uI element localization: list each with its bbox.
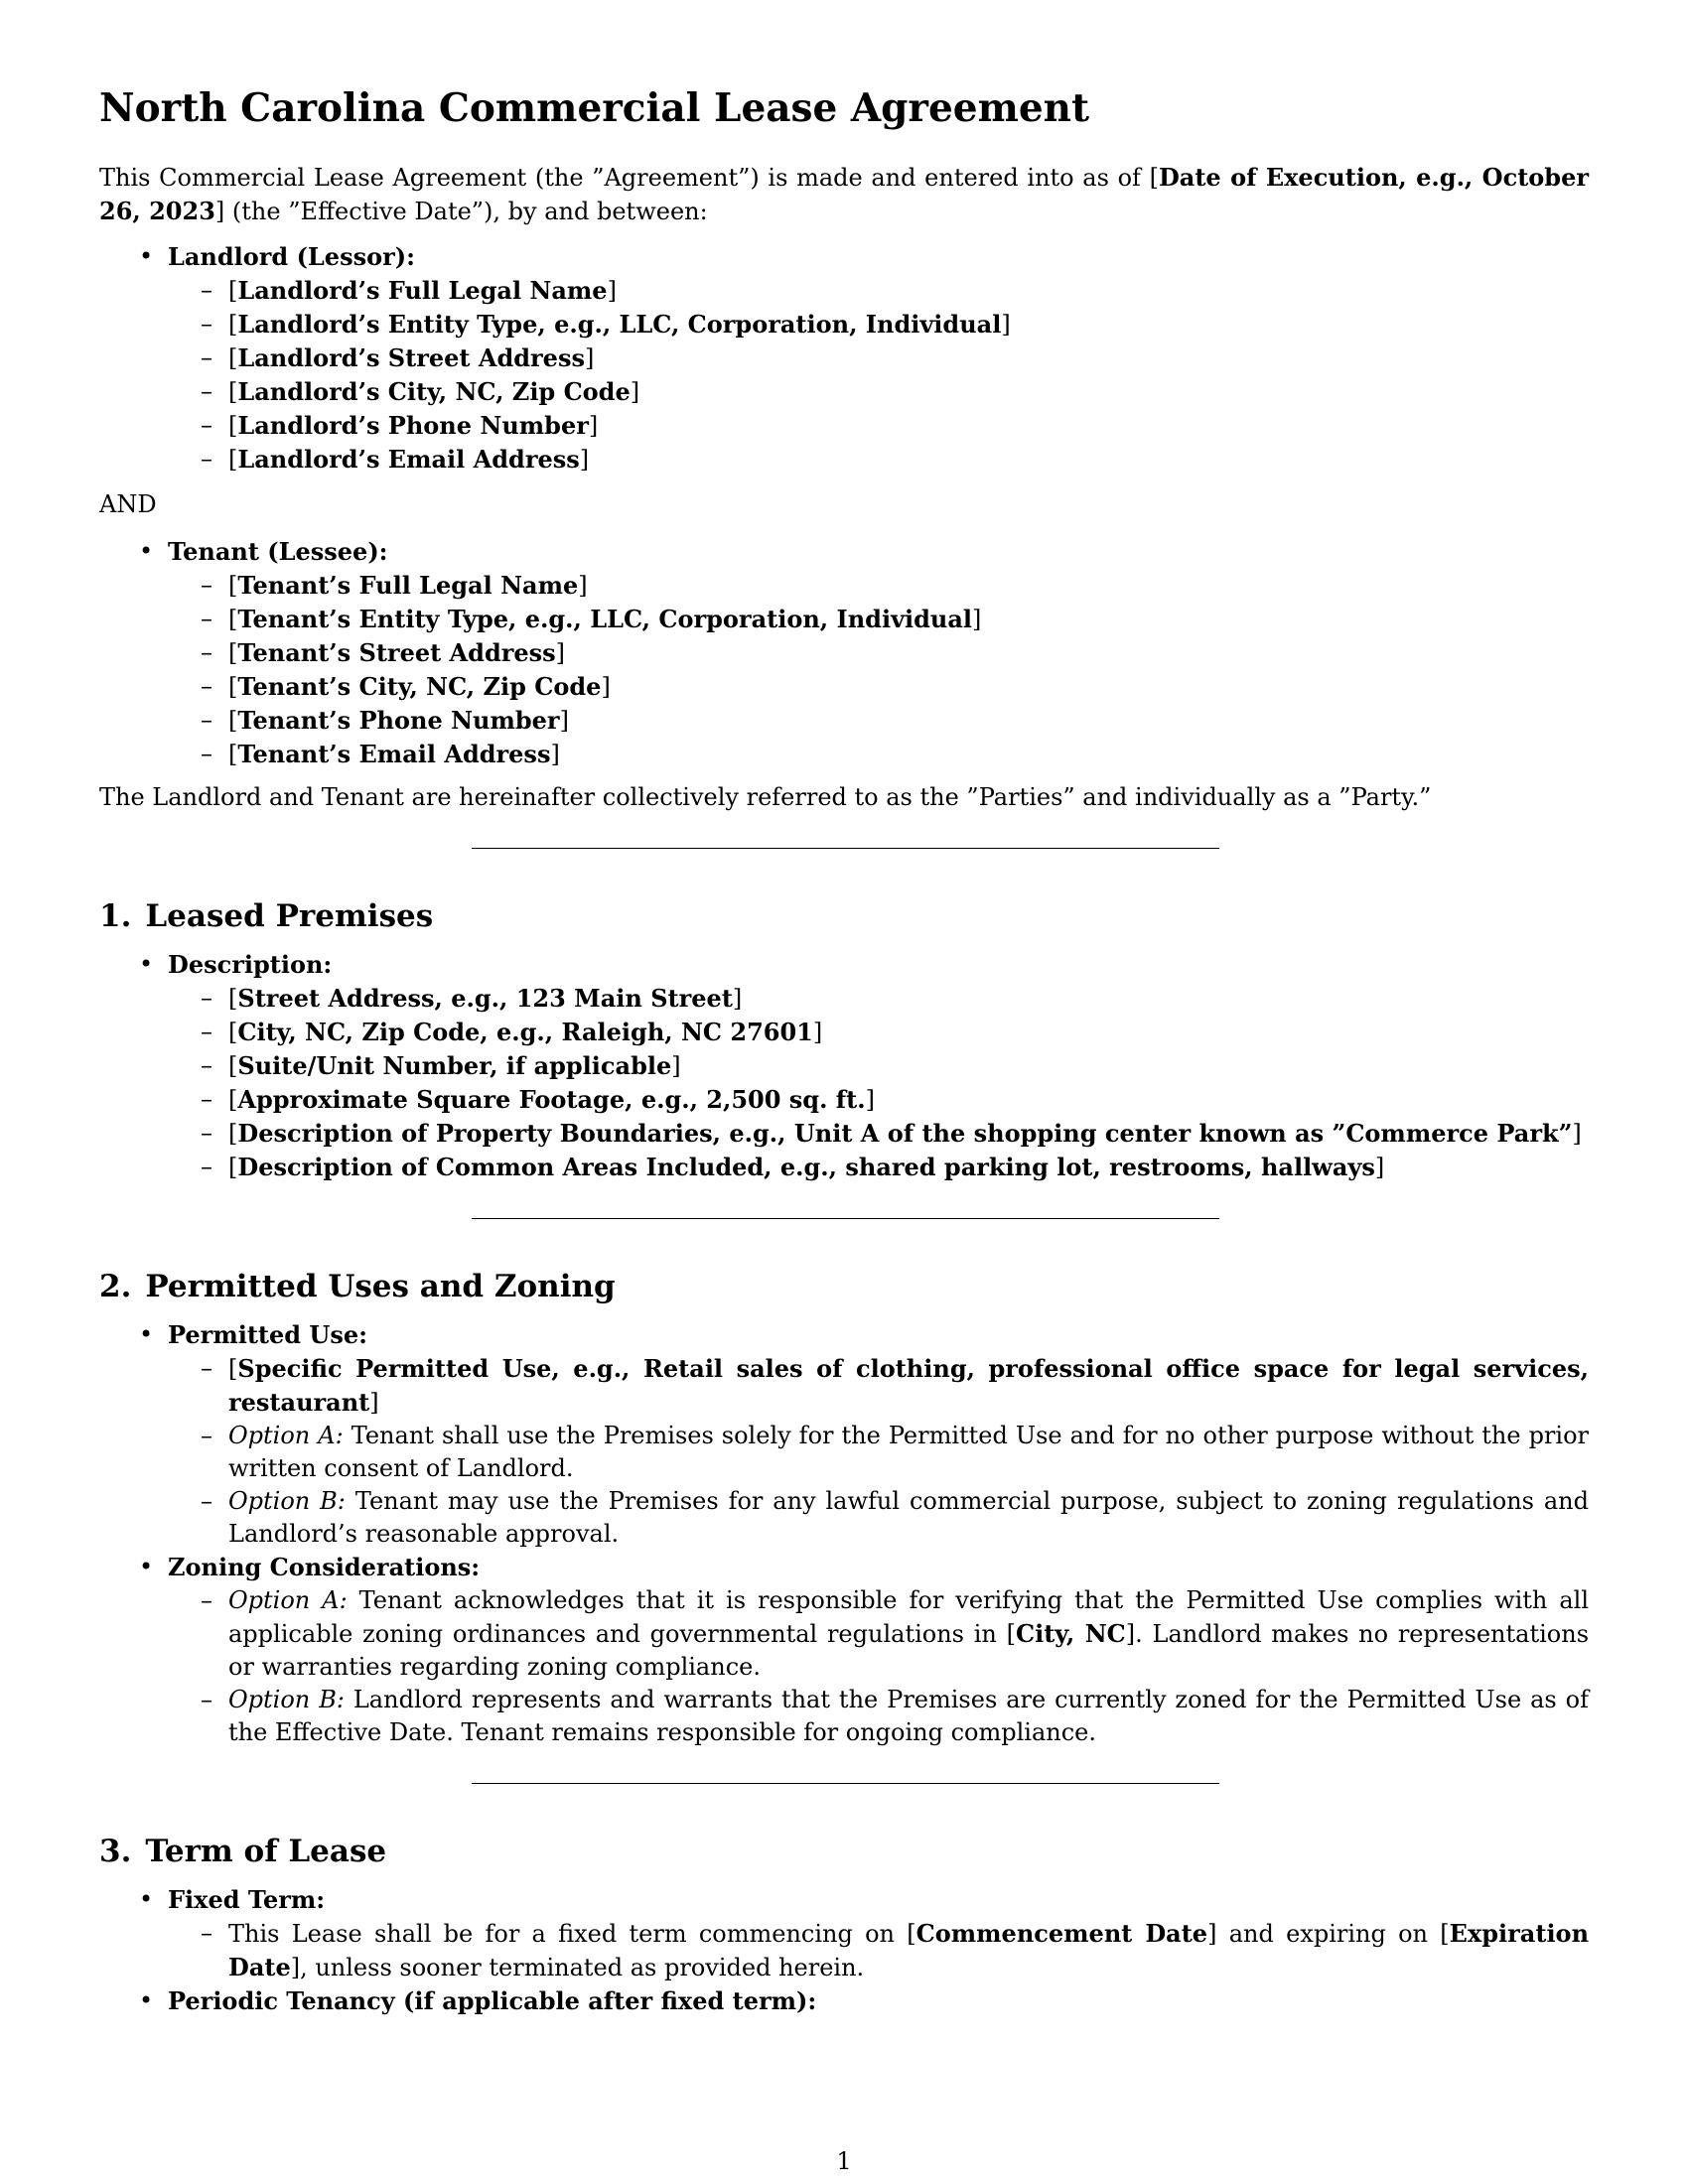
common-areas-placeholder: Description of Common Areas Included, e.g., shared parking lot, restrooms, hallways	[237, 1153, 1375, 1181]
landlord-fields	[168, 274, 1589, 477]
permitted-use-options	[168, 1352, 1589, 1551]
page-number: 1	[836, 2147, 852, 2175]
term-text: ], unless sooner terminated as provided herein.	[290, 1954, 865, 1981]
fixed-term-item	[99, 1883, 1589, 1984]
suite-placeholder: Suite/Unit Number, if applicable	[237, 1051, 672, 1080]
option-text: Tenant acknowledges that it is responsible for verifying that the Permitted Use complies with all applicable zoning ordinances and governmental regulations in [	[228, 1586, 1589, 1648]
landlord-email-placeholder: Landlord’s Email Address	[237, 445, 580, 474]
permitted-option-a	[168, 1420, 1589, 1485]
intro-text-1: This Commercial Lease Agreement (the ”Agreement”) is made and entered into as of [	[99, 164, 1159, 192]
section-number: 1.	[99, 898, 132, 934]
premises-field: – [Approximate Square Footage, e.g., 2,500 sq. ft.]	[168, 1083, 1589, 1117]
tenant-phone-placeholder: Tenant’s Phone Number	[237, 706, 560, 735]
landlord-label: Landlord (Lessor):	[168, 242, 415, 271]
tenant-street-placeholder: Tenant’s Street Address	[237, 638, 556, 667]
landlord-field: – [Landlord’s Phone Number]	[168, 409, 1589, 443]
tenant-field: – [Tenant’s Full Legal Name]	[168, 569, 1589, 603]
description-item	[99, 948, 1589, 1184]
street-placeholder: Street Address, e.g., 123 Main Street	[237, 984, 733, 1013]
section-title: Permitted Uses and Zoning	[145, 1269, 616, 1304]
option-text: Tenant shall use the Premises solely for the Permitted Use and for no other purpose without the prior written consent of Landlord.	[228, 1422, 1590, 1482]
footage-placeholder: Approximate Square Footage, e.g., 2,500 sq. ft.	[237, 1085, 866, 1114]
tenant-field: – [Tenant’s Email Address]	[168, 738, 1589, 771]
section-number: 2.	[99, 1269, 132, 1304]
tenant-label: Tenant (Lessee):	[168, 537, 388, 566]
premises-field: – [Suite/Unit Number, if applicable]	[168, 1049, 1589, 1083]
periodic-tenancy-label: Periodic Tenancy (if applicable after fixed term):	[168, 1986, 817, 2015]
landlord-field: – [Landlord’s Email Address]	[168, 443, 1589, 477]
fixed-term-text	[168, 1917, 1589, 1984]
periodic-tenancy-item	[99, 1984, 1589, 2018]
premises-fields	[168, 982, 1589, 1184]
tenant-field: – [Tenant’s Street Address]	[168, 636, 1589, 670]
section-divider	[472, 848, 1219, 849]
landlord-name-placeholder: Landlord’s Full Legal Name	[237, 276, 608, 305]
zoning-options	[168, 1584, 1589, 1749]
commencement-placeholder: Commencement Date	[915, 1919, 1208, 1948]
option-label: Option A:	[228, 1422, 344, 1449]
boundaries-placeholder: Description of Property Boundaries, e.g., Unit A of the shopping center known as ”Commerce Park”	[237, 1119, 1573, 1148]
zoning-label: Zoning Considerations:	[168, 1553, 481, 1581]
zoning-option-b	[168, 1684, 1589, 1749]
tenant-entity-placeholder: Tenant’s Entity Type, e.g., LLC, Corporation, Individual	[237, 605, 973, 633]
landlord-field: – [Landlord’s Entity Type, e.g., LLC, Corporation, Individual]	[168, 308, 1589, 341]
term-text: ] and expiring on [	[1207, 1920, 1450, 1948]
section-2-list	[99, 1318, 1589, 1749]
intro-paragraph	[99, 161, 1589, 228]
and-text: AND	[99, 490, 157, 518]
expiration-placeholder: Expiration Date	[228, 1919, 1590, 1981]
section-number: 3.	[99, 1834, 132, 1869]
landlord-street-placeholder: Landlord’s Street Address	[237, 343, 585, 372]
section-title: Term of Lease	[145, 1834, 387, 1869]
fixed-term-details	[168, 1917, 1589, 1984]
description-label: Description:	[168, 950, 333, 979]
tenant-city-placeholder: Tenant’s City, NC, Zip Code	[237, 672, 602, 701]
tenant-fields	[168, 569, 1589, 771]
landlord-list	[99, 240, 1589, 477]
parties-paragraph: The Landlord and Tenant are hereinafter collectively referred to as the ”Parties” and individually as a ”Party.”	[99, 783, 1432, 811]
option-text: Landlord represents and warrants that the Premises are currently zoned for the Permitted Use as of the Effective Date. Tenant remains responsible for ongoing compliance.	[228, 1686, 1589, 1746]
intro-text-2: ] (the ”Effective Date”), by and between:	[214, 198, 708, 225]
permitted-use-field: – [Specific Permitted Use, e.g., Retail sales of clothing, professional office space for legal services, restaurant]	[168, 1352, 1589, 1420]
tenant-field: – [Tenant’s City, NC, Zip Code]	[168, 670, 1589, 704]
tenant-item	[99, 535, 1589, 771]
landlord-field: – [Landlord’s Full Legal Name]	[168, 274, 1589, 308]
landlord-field: – [Landlord’s Street Address]	[168, 341, 1589, 375]
zoning-item	[99, 1551, 1589, 1749]
section-3-heading	[99, 1834, 1589, 1869]
date-placeholder: Date of Execution, e.g., October 26, 2023	[99, 163, 1589, 225]
landlord-field: – [Landlord’s City, NC, Zip Code]	[168, 375, 1589, 409]
section-1-list	[99, 948, 1589, 1184]
city-nc-placeholder: City, NC	[1015, 1619, 1126, 1648]
zoning-option-a	[168, 1584, 1589, 1684]
premises-field: – [City, NC, Zip Code, e.g., Raleigh, NC 27601]	[168, 1016, 1589, 1049]
premises-field: – [Description of Property Boundaries, e.g., Unit A of the shopping center known as ”Commerce Park”]	[168, 1117, 1589, 1151]
premises-field: – [Street Address, e.g., 123 Main Street]	[168, 982, 1589, 1016]
option-text: Tenant may use the Premises for any lawful commercial purpose, subject to zoning regulations and Landlord’s reasonable approval.	[228, 1487, 1589, 1548]
document-title: North Carolina Commercial Lease Agreement	[99, 85, 1090, 131]
section-divider	[472, 1783, 1219, 1784]
option-text: ]. Landlord makes no representations or warranties regarding zoning compliance.	[228, 1620, 1590, 1681]
option-label: Option B:	[228, 1487, 346, 1515]
option-label: Option A:	[228, 1586, 348, 1614]
permitted-use-placeholder: Specific Permitted Use, e.g., Retail sales of clothing, professional office space for legal services, restaurant	[228, 1354, 1589, 1417]
section-3-list	[99, 1883, 1589, 2018]
section-title: Leased Premises	[145, 898, 434, 934]
option-label: Option B:	[228, 1686, 345, 1713]
landlord-item	[99, 240, 1589, 477]
permitted-option-b	[168, 1485, 1589, 1551]
section-divider	[472, 1218, 1219, 1219]
tenant-name-placeholder: Tenant’s Full Legal Name	[237, 571, 579, 600]
landlord-city-placeholder: Landlord’s City, NC, Zip Code	[237, 377, 631, 406]
permitted-use-item	[99, 1318, 1589, 1551]
city-placeholder: City, NC, Zip Code, e.g., Raleigh, NC 27601	[237, 1018, 813, 1046]
tenant-field: – [Tenant’s Entity Type, e.g., LLC, Corporation, Individual]	[168, 603, 1589, 636]
premises-field: – [Description of Common Areas Included, e.g., shared parking lot, restrooms, hallways]	[168, 1151, 1589, 1184]
tenant-list	[99, 535, 1589, 771]
tenant-email-placeholder: Tenant’s Email Address	[237, 740, 551, 768]
tenant-field: – [Tenant’s Phone Number]	[168, 704, 1589, 738]
fixed-term-label: Fixed Term:	[168, 1885, 326, 1914]
section-2-heading	[99, 1269, 1589, 1304]
section-1-heading	[99, 898, 1589, 934]
permitted-use-label: Permitted Use:	[168, 1320, 367, 1349]
term-text: This Lease shall be for a fixed term commencing on [	[228, 1920, 916, 1948]
landlord-entity-placeholder: Landlord’s Entity Type, e.g., LLC, Corporation, Individual	[237, 310, 1002, 339]
landlord-phone-placeholder: Landlord’s Phone Number	[237, 411, 589, 440]
